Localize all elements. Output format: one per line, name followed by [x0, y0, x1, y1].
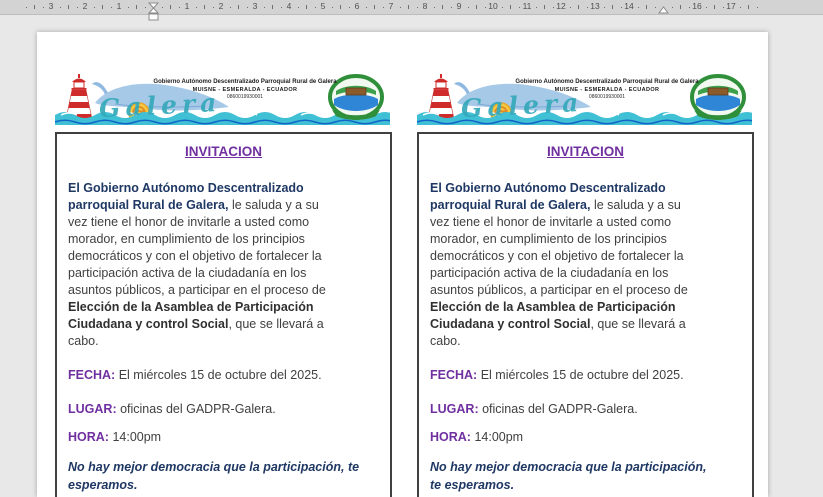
- hora-label: HORA:: [68, 430, 109, 444]
- ruler-tick: [196, 7, 197, 8]
- ruler-tick: [366, 7, 367, 8]
- invitation-title: INVITACION: [547, 144, 624, 159]
- fecha-value: El miércoles 15 de octubre del 2025.: [477, 368, 684, 382]
- gad-galera-header-banner: [417, 73, 752, 125]
- closing-line: No hay mejor democracia que la participación,: [430, 460, 707, 474]
- closing-slogan: [68, 458, 379, 494]
- ruler-number: 10: [488, 1, 498, 11]
- ruler-tick: [417, 7, 418, 8]
- ruler-tick: [740, 7, 741, 8]
- ruler-tick: [34, 5, 35, 9]
- ruler-number: 5: [320, 1, 326, 11]
- ruler-tick: [757, 7, 758, 8]
- paragraph-text: le saluda y a su: [228, 198, 319, 212]
- banner-org-name: Gobierno Autónomo Descentralizado Parroquial Rural de Galera: [153, 79, 337, 85]
- banner-org-ruc: 0860019930001: [588, 94, 626, 100]
- lugar-label: LUGAR:: [430, 402, 479, 416]
- ruler-number: 14: [624, 1, 634, 11]
- banner-org-name: Gobierno Autónomo Descentralizado Parroquial Rural de Galera: [515, 79, 699, 85]
- banner-org-ruc: 0860019930001: [226, 94, 264, 100]
- ruler-tick: [315, 7, 316, 8]
- ruler-tick: [383, 7, 384, 8]
- fecha-row: [430, 367, 741, 383]
- ruler-tick: [306, 5, 307, 9]
- paragraph-text: participación activa de la ciudadanía en los: [430, 266, 669, 280]
- closing-line: No hay mejor democracia que la participación, te: [68, 460, 360, 474]
- lugar-value: oficinas del GADPR-Galera.: [478, 402, 638, 416]
- left-indent-marker[interactable]: [148, 2, 159, 22]
- ruler-tick: [723, 7, 724, 8]
- ruler-tick: [621, 7, 622, 8]
- ruler-tick: [434, 7, 435, 8]
- ruler-tick: [349, 7, 350, 8]
- ruler-tick: [400, 7, 401, 8]
- ruler-tick: [714, 5, 715, 9]
- ruler-tick: [230, 7, 231, 8]
- ruler-number: 9: [456, 1, 462, 11]
- lugar-value: oficinas del GADPR-Galera.: [116, 402, 276, 416]
- ruler-number: 2: [82, 1, 88, 11]
- paragraph-text: le saluda y a su: [590, 198, 681, 212]
- ruler-number: 3: [252, 1, 258, 11]
- galera-logo-wordmark: Galera: [460, 87, 585, 124]
- ruler-tick: [204, 5, 205, 9]
- ruler-number: 7: [388, 1, 394, 11]
- ruler-tick: [485, 7, 486, 8]
- invitation-card-left: [55, 73, 392, 497]
- paragraph-text: , que se llevará a: [590, 317, 686, 331]
- paragraph-text: Elección de la Asamblea de Participación: [68, 300, 314, 314]
- ruler-tick: [170, 5, 171, 9]
- right-indent-marker[interactable]: [658, 6, 669, 14]
- paragraph-text: democráticos y con el objetivo de fortalecer la: [68, 249, 322, 263]
- invitation-paragraph: [68, 180, 379, 350]
- ruler-tick: [604, 7, 605, 8]
- fecha-label: FECHA:: [430, 368, 478, 382]
- ruler-tick: [510, 5, 511, 9]
- ruler-tick: [60, 7, 61, 8]
- ruler-tick: [570, 7, 571, 8]
- ruler-tick: [281, 7, 282, 8]
- ruler-tick: [672, 7, 673, 8]
- hora-row: [68, 429, 379, 445]
- ruler-tick: [298, 7, 299, 8]
- ruler-tick: [689, 7, 690, 8]
- ruler-tick: [680, 5, 681, 9]
- ruler-tick: [646, 5, 647, 9]
- ruler-tick: [476, 5, 477, 9]
- ruler-tick: [519, 7, 520, 8]
- ruler-tick: [408, 5, 409, 9]
- paragraph-text: cabo.: [68, 334, 99, 348]
- ruler-number: 4: [286, 1, 292, 11]
- ruler-number: 1: [184, 1, 190, 11]
- hora-label: HORA:: [430, 430, 471, 444]
- ruler-tick: [638, 7, 639, 8]
- paragraph-text: cabo.: [430, 334, 461, 348]
- ruler-tick: [162, 7, 163, 8]
- invitation-paragraph: [430, 180, 741, 350]
- paragraph-text: Ciudadana y control Social: [68, 317, 229, 331]
- paragraph-text: morador, en cumplimiento de los principios: [430, 232, 667, 246]
- paragraph-text: democráticos y con el objetivo de fortalecer la: [430, 249, 684, 263]
- closing-line: te esperamos.: [430, 478, 515, 492]
- ruler-number: 3: [48, 1, 54, 11]
- fecha-row: [68, 367, 379, 383]
- ruler-number: 11: [522, 1, 532, 11]
- ruler-number: 8: [422, 1, 428, 11]
- ruler-tick: [26, 7, 27, 8]
- ruler-tick: [77, 7, 78, 8]
- paragraph-text: El Gobierno Autónomo Descentralizado: [430, 181, 666, 195]
- lugar-row: [68, 401, 379, 417]
- ruler-tick: [578, 5, 579, 9]
- paragraph-text: morador, en cumplimiento de los principios: [68, 232, 305, 246]
- paragraph-text: parroquial Rural de Galera,: [430, 198, 591, 212]
- ruler-tick: [213, 7, 214, 8]
- ruler-tick: [102, 5, 103, 9]
- paragraph-text: El Gobierno Autónomo Descentralizado: [68, 181, 304, 195]
- ruler-tick: [706, 7, 707, 8]
- hora-value: 14:00pm: [470, 430, 524, 444]
- ruler-tick: [128, 7, 129, 8]
- invitation-box: [55, 132, 392, 497]
- ruler-tick: [468, 7, 469, 8]
- ruler-tick: [43, 7, 44, 8]
- ruler-tick: [145, 7, 146, 8]
- paragraph-text: Elección de la Asamblea de Participación: [430, 300, 676, 314]
- banner-org-location: MUISNE - ESMERALDA - ECUADOR: [554, 87, 660, 93]
- ruler-number: 12: [556, 1, 566, 11]
- horizontal-ruler[interactable]: [0, 0, 823, 15]
- invitation-title: INVITACION: [185, 144, 262, 159]
- lugar-row: [430, 401, 741, 417]
- invitation-box: [417, 132, 754, 497]
- ruler-tick: [451, 7, 452, 8]
- invitation-card-right: [417, 73, 754, 497]
- ruler-tick: [748, 5, 749, 9]
- ruler-tick: [502, 7, 503, 8]
- ruler-tick: [442, 5, 443, 9]
- paragraph-text: vez tiene el honor de invitarle a usted como: [68, 215, 310, 229]
- document-page[interactable]: [37, 32, 768, 497]
- ruler-tick: [272, 5, 273, 9]
- closing-line: esperamos.: [68, 478, 138, 492]
- hora-row: [430, 429, 741, 445]
- ruler-tick: [536, 7, 537, 8]
- ruler-tick: [247, 7, 248, 8]
- ruler-tick: [136, 5, 137, 9]
- hora-value: 14:00pm: [108, 430, 162, 444]
- ruler-tick: [612, 5, 613, 9]
- ruler-tick: [553, 7, 554, 8]
- fecha-value: El miércoles 15 de octubre del 2025.: [115, 368, 322, 382]
- paragraph-text: asuntos públicos, a participar en el proceso de: [68, 283, 326, 297]
- ruler-number: 2: [218, 1, 224, 11]
- paragraph-text: asuntos públicos, a participar en el proceso de: [430, 283, 688, 297]
- ruler-tick: [374, 5, 375, 9]
- ruler-number: 6: [354, 1, 360, 11]
- ruler-tick: [238, 5, 239, 9]
- ruler-tick: [655, 7, 656, 8]
- ruler-tick: [111, 7, 112, 8]
- ruler-tick: [544, 5, 545, 9]
- closing-slogan: [430, 458, 741, 494]
- ruler-tick: [179, 7, 180, 8]
- ruler-tick: [68, 5, 69, 9]
- paragraph-text: , que se llevará a: [228, 317, 324, 331]
- ruler-number: 13: [590, 1, 600, 11]
- banner-org-location: MUISNE - ESMERALDA - ECUADOR: [192, 87, 298, 93]
- lugar-label: LUGAR:: [68, 402, 117, 416]
- ruler-tick: [94, 7, 95, 8]
- ruler-number: 17: [726, 1, 736, 11]
- paragraph-text: Ciudadana y control Social: [430, 317, 591, 331]
- paragraph-text: vez tiene el honor de invitarle a usted como: [430, 215, 672, 229]
- ruler-tick: [587, 7, 588, 8]
- paragraph-text: participación activa de la ciudadanía en los: [68, 266, 307, 280]
- ruler-number: 1: [116, 1, 122, 11]
- fecha-label: FECHA:: [68, 368, 116, 382]
- ruler-tick: [340, 5, 341, 9]
- galera-logo-wordmark: Galera: [98, 87, 223, 124]
- gad-galera-header-banner: [55, 73, 390, 125]
- ruler-tick: [332, 7, 333, 8]
- ruler-tick: [264, 7, 265, 8]
- paragraph-text: parroquial Rural de Galera,: [68, 198, 229, 212]
- ruler-number: 16: [692, 1, 702, 11]
